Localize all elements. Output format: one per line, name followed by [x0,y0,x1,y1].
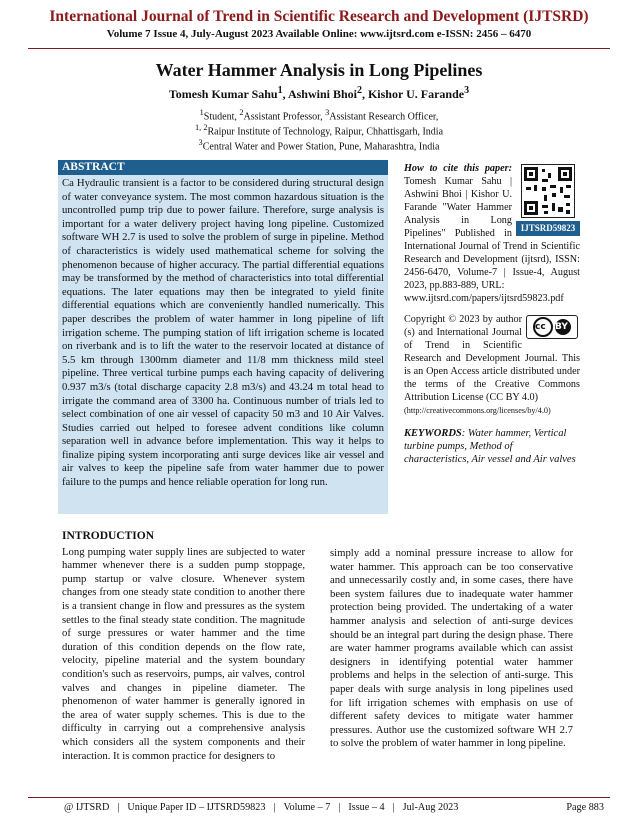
keywords-label: KEYWORDS [404,428,462,439]
author-sup: 2 [356,85,362,96]
intro-right-text: simply add a nominal pressure increase to allow for water hammer. This approach can be too conservative and unnecessarily costly and, in some cases, there have been system failures due to inadequate water hammer protection being provided. The undertaking of a water hammer analysis and selection of anti-surge devices should be an integral part during the design phase. There are water hammer programs available which can assist designers in identifying potential water hammer problems and helps in the selection of anti-surge. This paper deals with surge analysis in long pipelines used for lift irrigation schemes with emphasis on use of different safety devices to mitigate water hammer pressures. Author use the customized software WH 2.7 to solve the problem of water hammer in long pipeline. [330,547,573,750]
page-number: Page 883 [566,802,604,813]
footer-rule [28,797,610,798]
author-sup: 1 [277,85,283,96]
qr-label: IJTSRD59823 [516,221,580,236]
author-name: Ashwini Bhoi [287,87,357,101]
citation-text: Tomesh Kumar Sahu | Ashwini Bhoi | Kishor U. Farande "Water Hammer Analysis in Long Pipelines" Published in International Journal of Trend in Scientific Research and Development (ijtsrd), ISSN: 2456-6470, Volume-7 | Issue-4, August 2023, pp.883-889, URL: [404,176,580,291]
section-heading-introduction: INTRODUCTION [62,530,155,542]
cc-by-license-icon: cc BY [526,315,578,339]
author-name: Kishor U. Farande [367,87,465,101]
header-rule [28,48,610,49]
journal-header [0,8,638,41]
footer-issue: Issue – 4 [348,802,385,813]
footer-volume: Volume – 7 [283,802,331,813]
qr-code-icon [521,164,575,218]
abstract-text: Ca Hydraulic transient is a factor to be considered during structural design of water conveyance system. The most common hazardous situation is the uncontrolled pump trip due to power failure. Therefore, surge analysis is important for a water delivery project having long pipeline. Customized software WH 2.7 is used to solve the problem of surge in pipeline. Method of characteristics is widely used mathematical scheme for solving the phenomenon because of higher accuracy. The partial differential equations may be transformed by the method of characteristics into total differential equations. The later equations may then be integrated to yield finite differential equations which are conveniently handled numerically. This paper describes the problem of water hammer in long pipeline of lift irrigation scheme. The pumping station of lift irrigation scheme is located on riverbank and is to lift the water to the reservoir located at distance of 5.5 km through 1300mm diameter and 11/8 mm thickness mild steel pipeline. Three vertical turbine pumps each having capacity of delivering 0.937 m3/s (total discharge capacity 2.8 m3/s) and 43.24 m total head to irrigate the command area of 3300 ha. Continuous number of trials led to select combination of one air vessel of capacity 50 m3 and 10 Air Valves. Studies carried out helped to foresee advent conditions like column separation well in advance before implementation. This way it helps to finalize piping system incorporating anti surge devices like air vessel and air valves to keep the pipeline safe from water hammer due to power failure to the pumps and hence reliable operation for long run. [62,177,384,489]
footer-date: Jul-Aug 2023 [402,802,459,813]
keywords-text: : Water hammer, Vertical turbine pumps, Method of characteristics, Air vessel and Air valves [404,428,576,465]
author-name: Tomesh Kumar Sahu [168,87,278,101]
affiliation-line-1: $^1$Student, $^2$Assistant Professor, $^3$Assistant Research Officer, [199,108,439,123]
affiliation-line-2: $^{1, 2}$Raipur Institute of Technology, Raipur, Chhattisgarh, India [194,123,444,138]
citation-block [404,162,580,305]
intro-left-text: Long pumping water supply lines are subjected to water hammer whenever there is a sudden pump stoppage, pump startup or valve closure. Whenever system changes from one steady state condition to another there is a transient change in flow and pressures as the system settles to the final steady state condition. The magnitude of surge pressures or water hammer and the time duration of this condition depends on the flow rate, velocity, pipeline material and the system boundary condition's such as reservoirs, pumps, air valves, control valves and changes in pipeline diameter. The phenomenon of water hammer is generally ignored in the area of water supply schemes. This is due to the difficulty in carrying out a comprehensive analysis which considers all the system components and their interaction. It is common practice for designers to [62,545,305,762]
license-url[interactable]: (http://creativecommons.org/licenses/by/4.0) [404,406,551,415]
intro-left-column [62,530,305,763]
footer-journal: @ IJTSRD [64,802,110,813]
journal-subtitle: Volume 7 Issue 4, July-August 2023 Available Online: www.ijtsrd.com e-ISSN: 2456 – 6470 [106,28,532,40]
paper-title: Water Hammer Analysis in Long Pipelines [155,60,483,80]
citation-label: How to cite this paper: [404,163,512,174]
abstract-heading: ABSTRACT [58,160,388,175]
author-list: Tomesh Kumar Sahu$^1$, Ashwini Bhoi$^2$, Kishor U. Farande$^3$ [168,85,470,101]
author-sup: 3 [464,85,470,96]
journal-title: International Journal of Trend in Scientific Research and Development (IJTSRD) [49,8,589,25]
keywords-block [404,427,580,466]
abstract-box [58,160,388,514]
affiliation-line-3: $^3$Central Water and Power Station, Pune, Maharashtra, India [198,138,440,153]
side-column [404,162,580,466]
copyright-block [404,313,580,417]
qr-block [516,164,580,236]
intro-right-column [330,547,573,751]
footer-paper-id: Unique Paper ID – IJTSRD59823 [127,802,266,813]
citation-url[interactable]: www.ijtsrd.com/papers/ijtsrd59823.pdf [404,293,564,304]
copyright-text: Copyright © 2023 by author (s) and International Journal of Trend in Scientific Research and Development Journal. This is an Open Access article distributed under the terms of the Creative Commons Attribution License (CC BY 4.0) [404,314,580,403]
